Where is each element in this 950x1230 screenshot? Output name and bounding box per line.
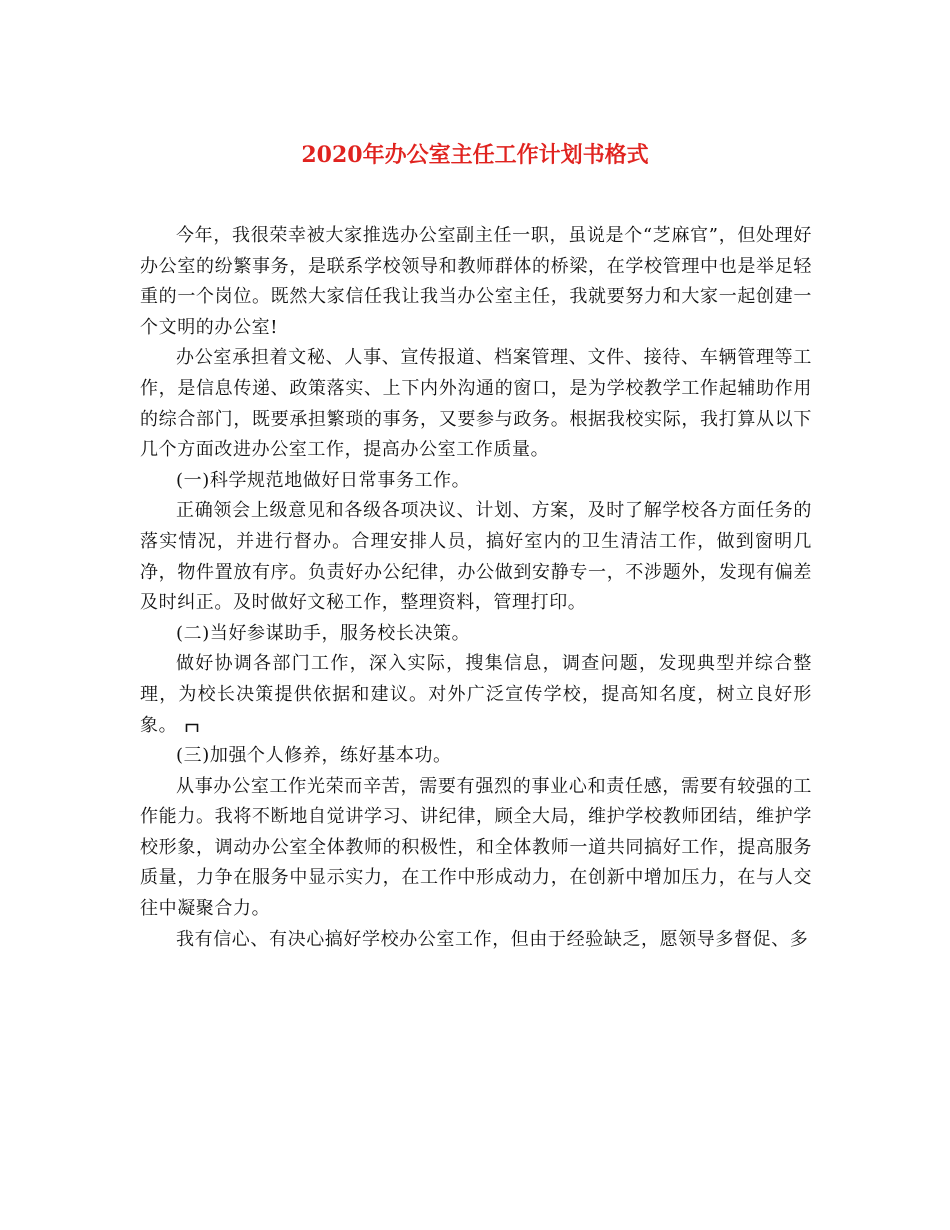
bracket-mark-icon [185, 723, 199, 732]
document-title: 2020年办公室主任工作计划书格式 [301, 142, 649, 168]
paragraph-daily-affairs: 正确领会上级意见和各级各项决议、计划、方案，及时了解学校各方面任务的落实情况，并进行督办。合理安排人员，搞好室内的卫生清洁工作，做到窗明几净，物件置放有序。负责好办公纪律，办公做到安静专一，不涉题外，发现有偏差及时纠正。及时做好文秘工作，整理资料，管理打印。 [140, 500, 812, 614]
paragraph-conclusion: 我有信心、有决心搞好学校办公室工作，但由于经验缺乏，愿领导多督促、多 [176, 928, 809, 950]
paragraph-advisor-role [140, 649, 812, 741]
paragraph-advisor-role-text: 做好协调各部门工作，深入实际，搜集信息，调查问题，发现典型并综合整理，为校长决策提供依据和建议。对外广泛宣传学校，提高知名度，树立良好形象。 [140, 653, 812, 736]
paragraph-self-improvement: 从事办公室工作光荣而辛苦，需要有强烈的事业心和责任感，需要有较强的工作能力。我将不断地自觉讲学习、讲纪律，顾全大局，维护学校教师团结，维护学校形象，调动办公室全体教师的积极性，和全体教师一道共同搞好工作，提高服务质量，力争在服务中显示实力，在工作中形成动力，在创新中增加压力，在与人交往中凝聚合力。 [140, 775, 812, 920]
document-body [140, 221, 812, 955]
paragraph-office-duties: 办公室承担着文秘、人事、宣传报道、档案管理、文件、接待、车辆管理等工作，是信息传递、政策落实、上下内外沟通的窗口，是为学校教学工作起辅助作用的综合部门，既要承担繁琐的事务，又要参与政务。根据我校实际，我打算从以下几个方面改进办公室工作，提高办公室工作质量。 [140, 347, 812, 461]
section-heading-2: (二)当好参谋助手，服务校长决策。 [176, 622, 471, 644]
paragraph-intro: 今年，我很荣幸被大家推选办公室副主任一职，虽说是个“芝麻官”，但处理好办公室的纷繁事务，是联系学校领导和教师群体的桥梁，在学校管理中也是举足轻重的一个岗位。既然大家信任我让我当办公室主任，我就要努力和大家一起创建一个文明的办公室! [140, 225, 812, 338]
section-heading-1: (一)科学规范地做好日常事务工作。 [176, 469, 471, 491]
section-heading-3: (三)加强个人修养，练好基本功。 [176, 745, 452, 767]
